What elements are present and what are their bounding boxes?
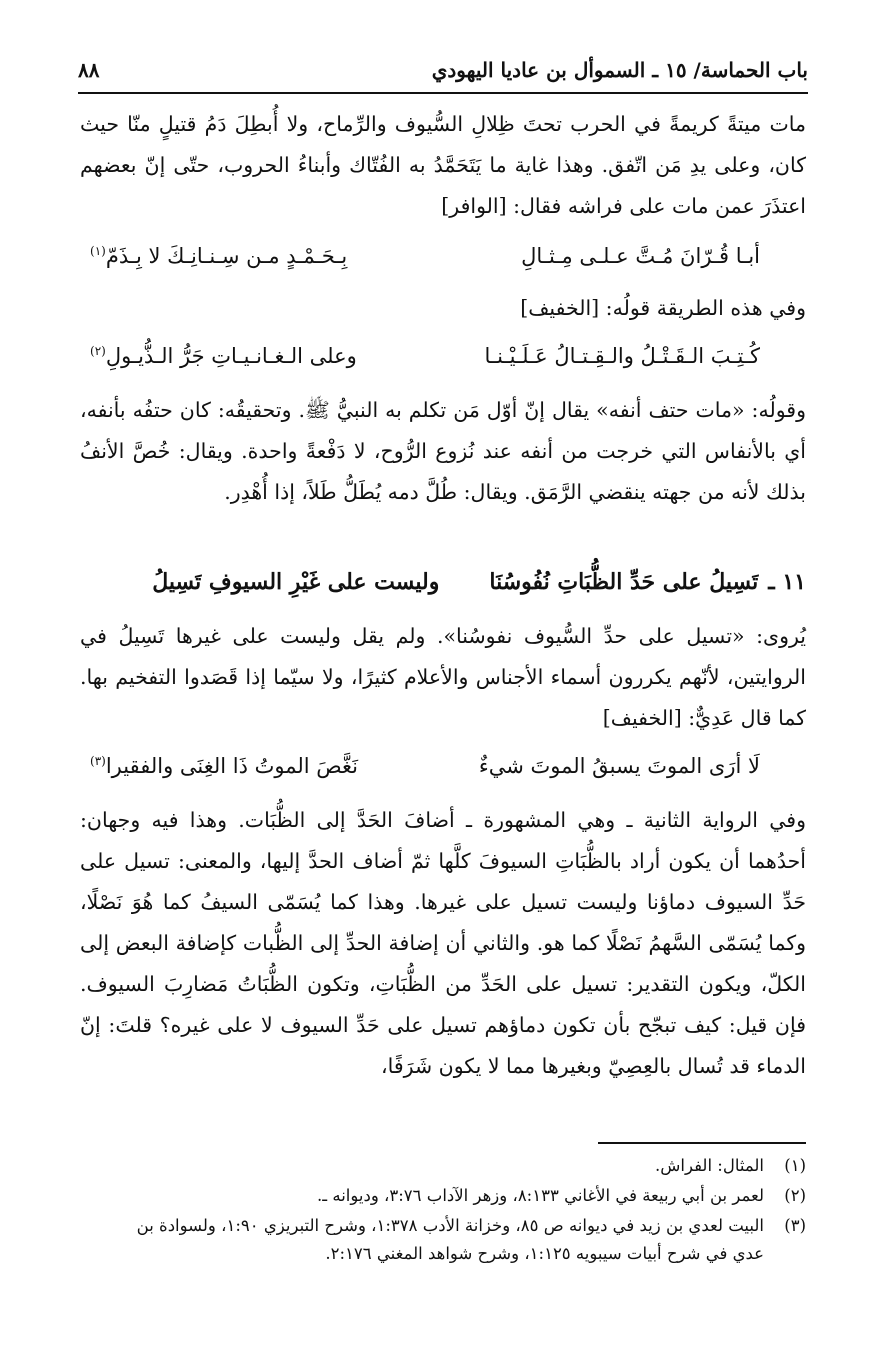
footnote-2-number: (٢) xyxy=(784,1186,806,1205)
verse-2-second-hemistich xyxy=(90,344,357,368)
verse-2-second-text: وعلى الـغـانـيـاتِ جَرُّ الـذُّيـولِ xyxy=(105,344,357,368)
verse-heading-11 xyxy=(80,560,806,604)
paragraph-3: يُروى: «تسيل على حدِّ السُّيوف نفوسُنا». ولم يقل وليست على غيرها تَسِيلُ في الروايتين، لأنّهم يكررون أسماء الأجناس والأعلام كثيرًا، ولا سيّما إذا قَصَدوا التفخيم بها. كما قال عَدِيٌّ: [الخفيف] xyxy=(80,624,806,730)
verse-3-first-hemistich xyxy=(479,754,760,778)
verse-2-first-text: كُـتِـبَ الـقَـتْـلُ والـقِـتـالُ عَـلَـيْـنـا xyxy=(484,344,760,368)
footnote-ref-2: (٢) xyxy=(90,344,106,358)
verse-heading-first-hemistich: تَسِيلُ على حَدِّ الظُّبَاتِ نُفُوسُنَا xyxy=(489,569,759,595)
running-header xyxy=(78,52,808,88)
header-rule xyxy=(78,92,808,94)
verse-heading-second-hemistich: وليست على غَيْرِ السيوفِ تَسِيلُ xyxy=(152,569,440,595)
verse-3 xyxy=(90,744,760,788)
footnote-rule xyxy=(598,1142,806,1144)
verse-2 xyxy=(90,334,760,378)
footnote-1-text: المثال: الفراش. xyxy=(655,1156,764,1175)
footnote-2-text: لعمر بن أبي ربيعة في الأغاني ٨:١٣٣، وزهر الآداب ٣:٧٦، وديوانه ـ. xyxy=(317,1186,764,1205)
paragraph-4: وفي الرواية الثانية ـ وهي المشهورة ـ أضافَ الحَدَّ إلى الظُّبَات. وهذا فيه وجهان: أحدُهما أن يكون أراد بالظُّبَاتِ السيوفَ كلَّها ثمّ أضاف الحدَّ إليها، والمعنى: تسيل على حَدِّ السيوف دماؤنا وليست تسيل على غيرها. وهذا كما يُسَمّى السيفُ كما هُوَ نَصْلًا، وكما يُسَمّى السَّهمُ نَصْلًا كما هو. والثاني أن إضافة الحدِّ إلى الظُّبات كإضافة البعض إلى الكلّ، ويكون التقدير: تسيل على الحَدِّ من الظُّبَاتِ، وتكون الظُّبَاتُ مَضارِبَ السيوف. فإن قيل: كيف تبجّح بأن تكون دماؤهم تسيل على حَدِّ السيوف لا على غيره؟ قلتَ: إنّ الدماء قد تُسال بالعِصِيّ وبغيرها مما لا يكون شَرَفًا، xyxy=(80,808,806,1078)
paragraph-1: مات ميتةً كريمةً في الحرب تحتَ ظِلالِ السُّيوف والرِّماح، ولا أُبطِلَ دَمُ قتيلٍ منّا حيث كان، وعلى يدِ مَن اتّفق. وهذا غاية ما يَتَحَمَّدُ به الفُتّاك وأبناءُ الحروب، حتّى إنّ بعضهم اعتذَرَ عمن مات على فراشه فقال: [الوافر] xyxy=(80,112,806,218)
verse-1-second-hemistich xyxy=(90,244,347,268)
footnote-ref-1: (١) xyxy=(90,244,106,258)
header-title: باب الحماسة/ ١٥ ـ السموأل بن عاديا اليهودي xyxy=(431,58,808,82)
verse-heading-number: ١١ ـ xyxy=(768,569,806,595)
footnote-3-text: البيت لعدي بن زيد في ديوانه ص ٨٥، وخزانة الأدب ١:٣٧٨، وشرح التبريزي ١:٩٠، ولسوادة بن عدي في شرح أبيات سيبويه ١:١٢٥، وشرح شواهد المغني ٢:١٧٦. xyxy=(136,1216,764,1263)
verse-1-first-hemistich xyxy=(521,244,760,268)
footnote-2 xyxy=(120,1182,806,1210)
verse-3-second-text: نَغَّصَ الموتُ ذَا الغِنَى والفقيرا xyxy=(105,754,358,778)
verse-1-second-text: بِـحَـمْـدٍ مـن سِـنـانِـكَ لا بِـذَمّ xyxy=(105,244,348,268)
paragraph-2: وقولُه: «مات حتف أنفه» يقال إنّ أوّل مَن تكلم به النبيُّ ﷺ. وتحقيقُه: كان حتفُه بأنفه، أي بالأنفاس التي خرجت من أنفه عند نُزوع الرُّوح، لا دَفْعةً واحدة. ويقال: خُصَّ الأنفُ بذلك لأنه من جهته ينقضي الرَّمَق. ويقال: طُلَّ دمه يُطَلُّ طَلاً، إذا أُهْدِر. xyxy=(80,398,806,504)
footnote-3-number: (٣) xyxy=(784,1216,806,1235)
verse-1-first-text: أبـا قُـرّانَ مُـتَّ عـلـى مِـثـالِ xyxy=(521,244,760,268)
footnote-1-number: (١) xyxy=(784,1156,806,1175)
verse-2-intro: وفي هذه الطريقة قولُه: [الخفيف] xyxy=(520,296,806,320)
verse-3-first-text: لَا أرَى الموتَ يسبقُ الموتَ شيءٌ xyxy=(478,754,760,778)
page-number: ٨٨ xyxy=(78,58,100,82)
footnote-3 xyxy=(120,1212,806,1268)
verse-1 xyxy=(90,234,760,278)
footnote-1 xyxy=(120,1152,806,1180)
verse-2-first-hemistich xyxy=(485,344,760,368)
footnote-ref-3: (٣) xyxy=(90,754,106,768)
verse-3-second-hemistich xyxy=(90,754,358,778)
